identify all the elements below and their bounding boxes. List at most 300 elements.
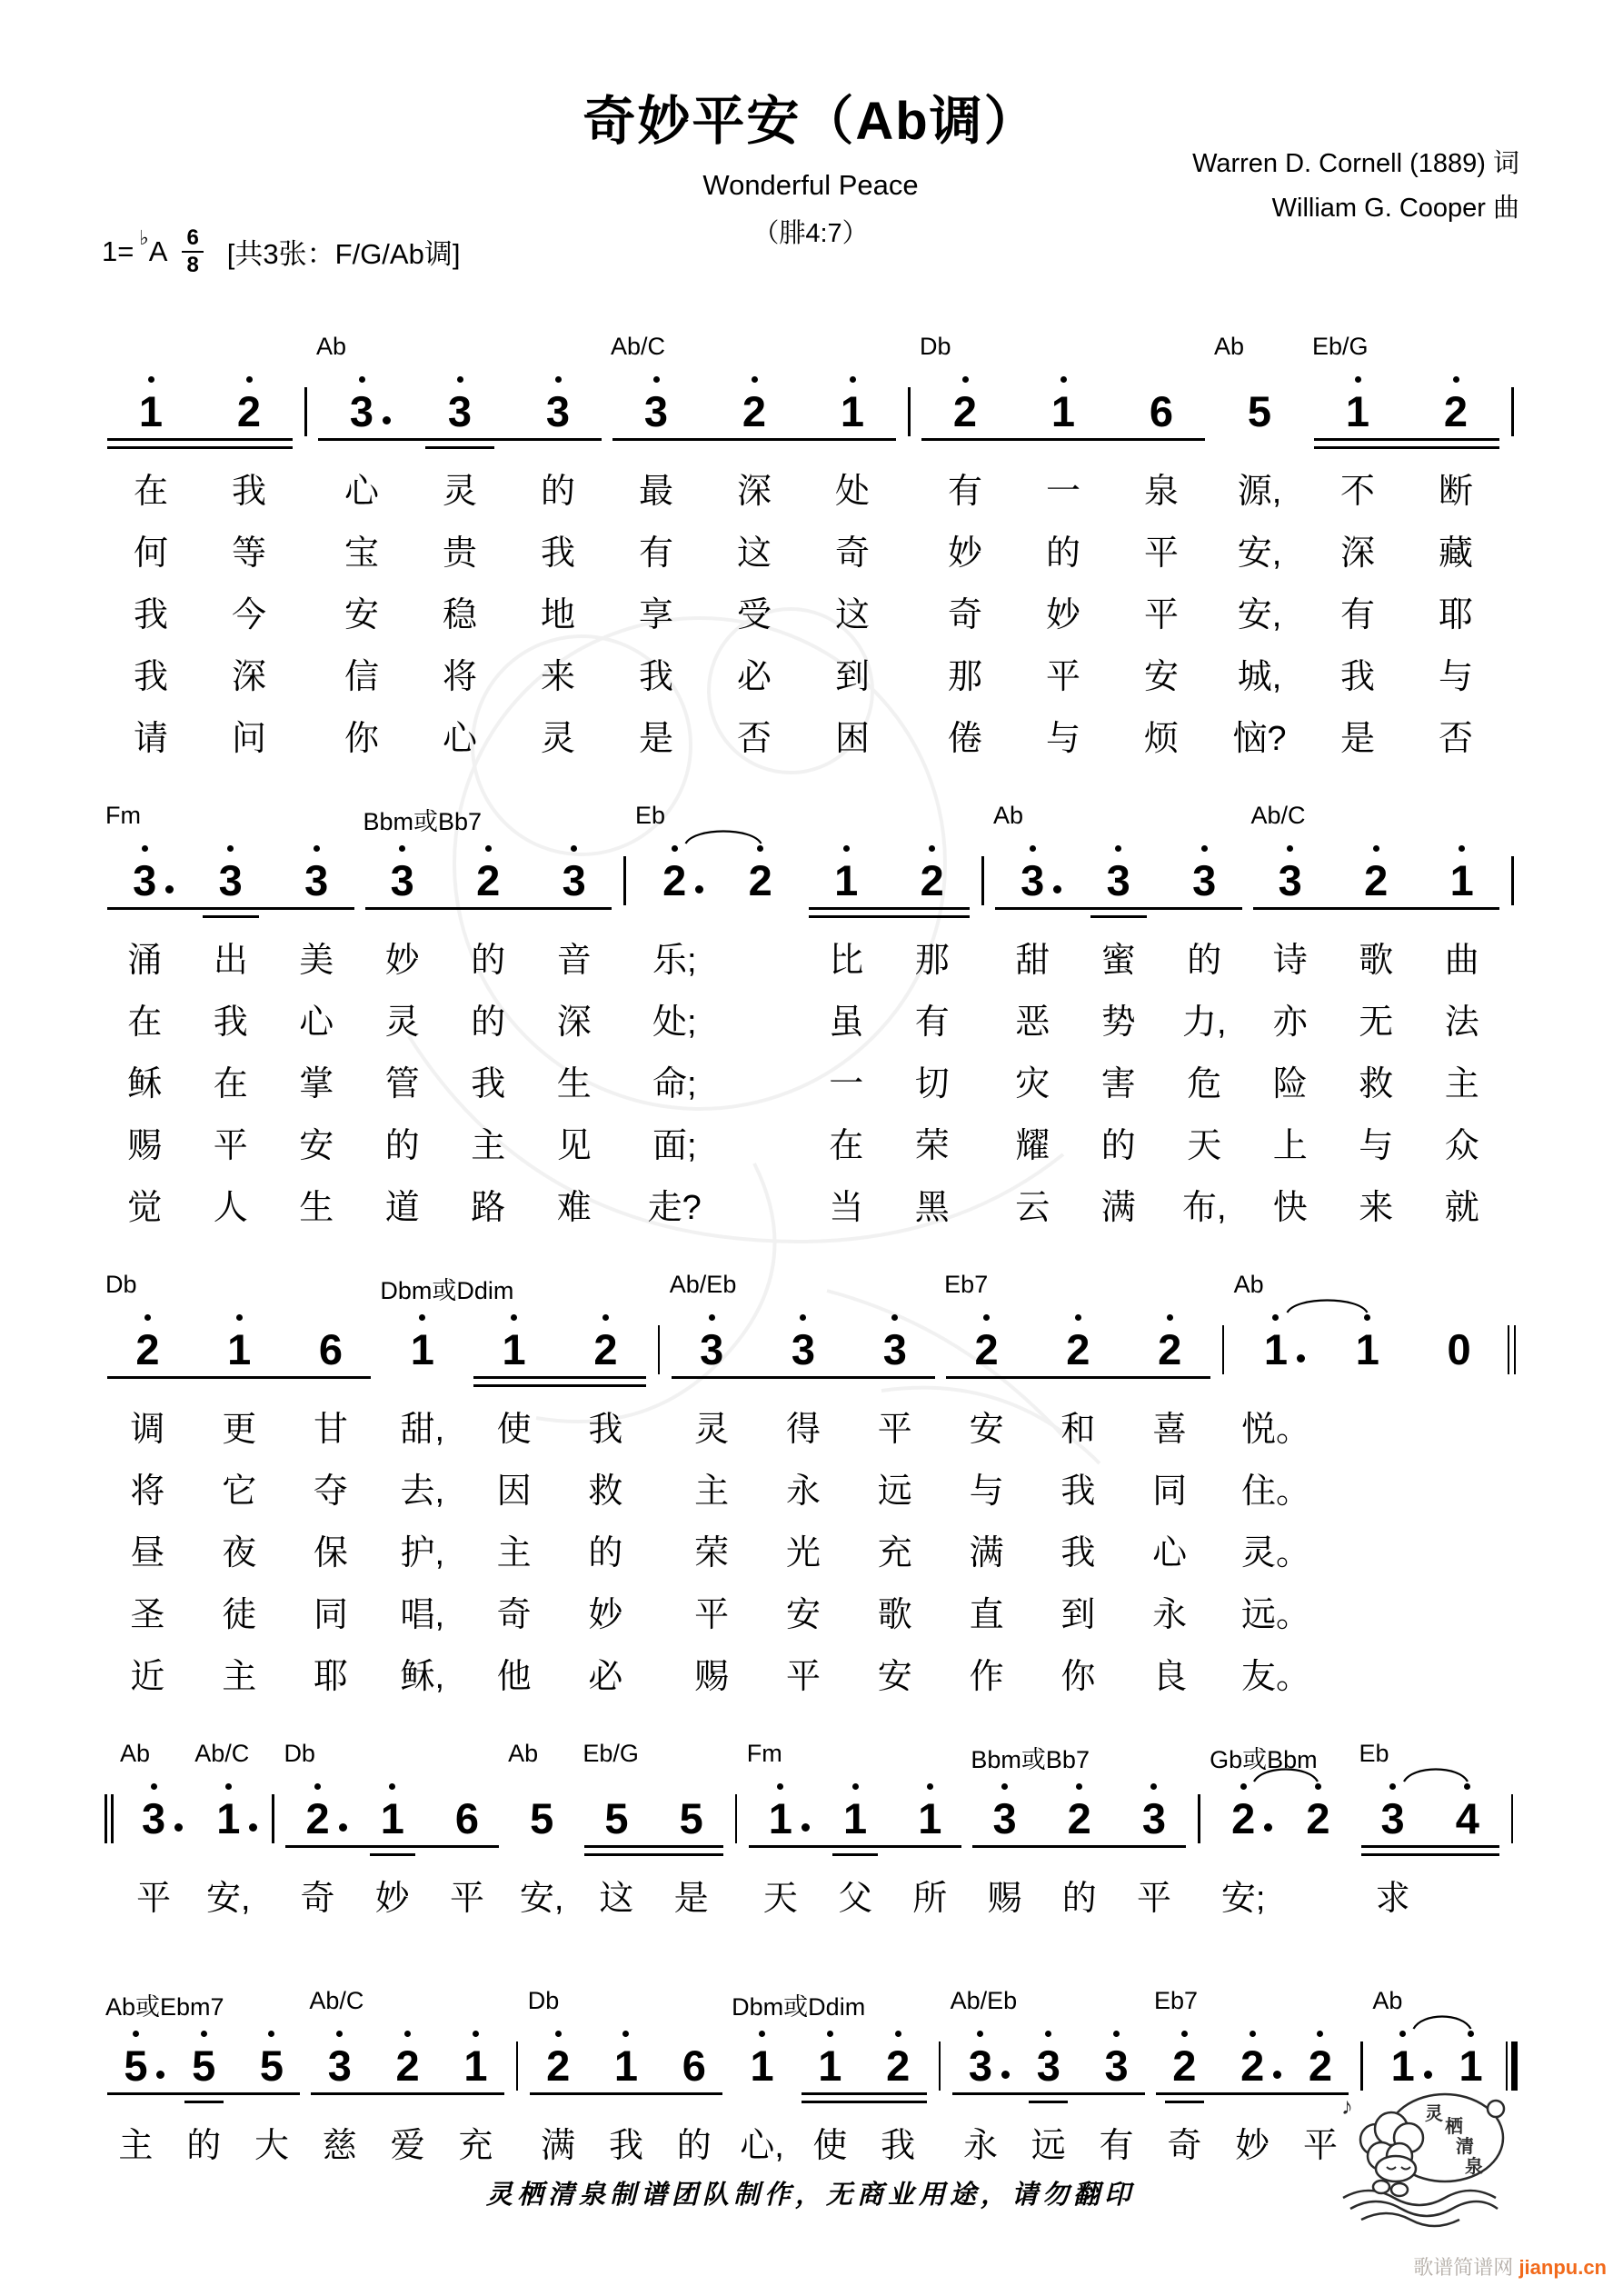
note-digit: 3	[142, 1799, 165, 1838]
lyric-syllable	[1321, 1518, 1413, 1580]
augmentation-dot	[1273, 2071, 1281, 2079]
note	[430, 1776, 504, 1863]
beam-underline	[1429, 1853, 1499, 1856]
lyric-syllable: 是	[1339, 719, 1375, 758]
scripture-reference: （腓4:7）	[752, 219, 869, 248]
lyric-syllable: 救	[1359, 1064, 1394, 1103]
lyric-syllable: 永	[785, 1472, 821, 1511]
lyric-syllable: 安	[877, 1657, 912, 1696]
lyric-syllable: 难	[556, 1188, 592, 1227]
lyric-syllable: 唱,	[400, 1595, 445, 1634]
octave-dot-space	[285, 1307, 377, 1322]
lyric-syllable: 安;	[1220, 1879, 1266, 1918]
octave-dot-space	[579, 1776, 653, 1791]
note-digit: 2	[748, 855, 772, 904]
chord-label: Ab/Eb	[950, 1987, 1018, 2014]
note-column	[102, 802, 188, 1234]
beam-underline	[373, 2092, 443, 2095]
chord-label: Db	[527, 1987, 560, 2014]
lyric-syllable: 来	[540, 657, 575, 696]
note	[579, 1776, 653, 1863]
lyric-syllable: 耶	[1438, 595, 1473, 634]
note-column	[1082, 2023, 1150, 2172]
lyric-syllable: 音	[556, 941, 592, 980]
lyric-syllable: 的	[676, 2126, 712, 2165]
lyric-syllable: 近	[130, 1657, 165, 1696]
lyric-syllable: 同	[313, 1595, 348, 1634]
note	[1161, 838, 1248, 925]
note	[560, 1307, 652, 1394]
lyric-syllable: 护,	[400, 1533, 445, 1572]
lyric-syllable: 力,	[1181, 1003, 1227, 1042]
note-column	[274, 838, 360, 1234]
barline-stroke	[658, 1325, 661, 1374]
lyric-syllable: 你	[1060, 1657, 1096, 1696]
chord-label: Dbm或Ddim	[732, 1993, 866, 2021]
octave-dot	[102, 2023, 170, 2038]
beam-underline	[1314, 438, 1408, 441]
augmentation-dot	[383, 416, 391, 424]
octave-dot	[1219, 2023, 1287, 2038]
barline-stroke	[1511, 856, 1514, 905]
chord-label: Eb7	[1153, 1987, 1198, 2014]
lyric-syllable: 保	[313, 1533, 348, 1572]
note-column	[803, 838, 890, 1234]
chord-label: Ab	[1214, 333, 1245, 360]
lyric-syllable: 的	[1061, 1879, 1097, 1918]
augmentation-dot	[249, 1823, 257, 1832]
lyric-syllable: 我	[638, 657, 673, 696]
note	[728, 2023, 796, 2111]
note-column	[892, 1776, 967, 1925]
note-column	[990, 802, 1076, 1234]
beam-underline	[473, 1384, 561, 1387]
lyric-syllable: 远	[1031, 2126, 1066, 2165]
octave-dot	[892, 1776, 967, 1791]
lyric-syllable: 满	[541, 2126, 576, 2165]
beam-underline	[1406, 446, 1499, 449]
chord-label: Eb7	[944, 1271, 989, 1298]
beam-underline	[1406, 438, 1499, 441]
lyric-syllable: 夜	[222, 1533, 257, 1572]
note-column	[660, 2023, 728, 2172]
lyric-syllable: 使	[812, 2126, 848, 2165]
note-column	[967, 1746, 1090, 1925]
note-column	[1230, 1271, 1322, 1703]
note-digit: 3	[133, 861, 156, 900]
lyric-syllable: 心	[299, 1003, 334, 1042]
beam-underline	[1165, 2101, 1204, 2103]
note-column	[1321, 1307, 1413, 1703]
beam-underline	[1332, 907, 1420, 910]
octave-dot	[1014, 369, 1112, 384]
barline	[298, 369, 313, 765]
beam-underline	[559, 1384, 646, 1387]
lyric-syllable: 奇	[947, 595, 982, 634]
lyric-syllable: 求	[1375, 1879, 1410, 1918]
beam-underline	[863, 2101, 927, 2103]
note	[916, 369, 1014, 456]
chord-label: Ab	[993, 802, 1024, 829]
note-digit: 5	[124, 2046, 147, 2085]
beam-underline	[704, 438, 804, 441]
note-digit: 3	[562, 855, 586, 904]
beam-underline	[444, 907, 533, 910]
note-digit: 2	[546, 2041, 571, 2090]
lyric-syllable: 歌	[877, 1595, 912, 1634]
octave-dot-space	[654, 1776, 729, 1791]
octave-dot	[632, 838, 718, 853]
note-digit: 2	[662, 861, 686, 900]
lyric-syllable: 安,	[1237, 595, 1282, 634]
lyric-syllable: 主	[694, 1472, 730, 1511]
lyric-syllable: 良	[1152, 1657, 1188, 1696]
lyric-syllable: 这	[599, 1879, 634, 1918]
note-digit: 6	[318, 1324, 344, 1373]
note-column	[468, 1307, 560, 1703]
lyric-syllable: 虽	[829, 1003, 864, 1042]
lyric-syllable: 妙	[384, 941, 420, 980]
octave-dot	[743, 1776, 818, 1791]
octave-dot	[313, 369, 411, 384]
note	[1413, 1307, 1505, 1394]
octave-dot	[170, 2023, 238, 2038]
lyric-syllable: 源,	[1237, 472, 1282, 511]
lyric-syllable: 荣	[694, 1533, 730, 1572]
chord-label: Eb/G	[1312, 333, 1369, 360]
lyric-syllable: 与	[969, 1472, 1004, 1511]
lyric-syllable: 困	[834, 719, 870, 758]
note	[360, 838, 446, 925]
flat-icon: ♭	[139, 225, 149, 249]
lyric-syllable: 上	[1272, 1126, 1308, 1165]
beam-underline	[802, 438, 896, 441]
site-url: jianpu.cn	[1518, 2256, 1607, 2279]
note-column	[200, 369, 298, 765]
lyric-syllable: 云	[1015, 1188, 1050, 1227]
lyric-syllable: 法	[1444, 1003, 1479, 1042]
note	[967, 1776, 1041, 1863]
note-digit: 3	[447, 386, 473, 435]
note-column	[1161, 838, 1248, 1234]
note-digit: 2	[476, 855, 501, 904]
barline-stroke	[1508, 1325, 1510, 1374]
lyric-syllable: 主	[496, 1533, 532, 1572]
lyric-syllable: 地	[540, 595, 575, 634]
beam-underline	[921, 438, 1015, 441]
chord-label: Ab	[316, 333, 347, 360]
octave-dot	[864, 2023, 932, 2038]
note-digit: 3	[1106, 855, 1130, 904]
system-columns	[102, 1740, 1519, 1925]
beam-underline	[284, 1376, 372, 1379]
note	[1112, 369, 1210, 456]
note-column	[430, 1776, 504, 1925]
lyric-syllable: 的	[1187, 941, 1222, 980]
note-column	[116, 1740, 191, 1925]
lyric-syllable: 藏	[1438, 534, 1473, 573]
key-letter: A	[148, 235, 168, 267]
lyric-syllable	[1321, 1394, 1413, 1456]
lyric-syllable: 他	[496, 1657, 532, 1696]
octave-dot	[1150, 2023, 1219, 2038]
system-columns	[102, 802, 1519, 1234]
note-digit: 5	[192, 2041, 216, 2090]
lyric-syllable: 是	[673, 1879, 709, 1918]
note-column	[728, 1993, 866, 2172]
note-digit: 3	[882, 1324, 907, 1373]
note-column	[743, 1740, 818, 1925]
octave-dot	[1082, 2023, 1150, 2038]
chord-label: Eb/G	[582, 1740, 639, 1767]
note-column	[1333, 838, 1419, 1234]
lyric-syllable: 一	[829, 1064, 864, 1103]
lyric-syllable: 将	[442, 657, 477, 696]
beam-underline	[1160, 907, 1242, 910]
beam-underline	[1041, 1845, 1118, 1848]
note-column	[1356, 1740, 1430, 1925]
lyric-syllable: 奇	[834, 534, 870, 573]
key-variants-note: [共3张：F/G/Ab调]	[226, 238, 461, 271]
octave-dot	[411, 369, 509, 384]
note-digit: 2	[1067, 1793, 1091, 1842]
lyric-syllable: 当	[829, 1188, 864, 1227]
lyric-syllable: 心	[344, 472, 379, 511]
lyric-syllable: 路	[471, 1188, 506, 1227]
note	[200, 369, 298, 456]
barline	[652, 1307, 666, 1703]
lyric-syllable: 有	[1339, 595, 1375, 634]
lyric-syllable: 奇	[496, 1595, 532, 1634]
note-digit: 1	[834, 855, 859, 904]
note-column	[313, 333, 411, 765]
note-digit: 1	[380, 1793, 404, 1842]
lyric-syllable: 我	[1060, 1533, 1096, 1572]
note-column	[280, 1740, 354, 1925]
note-column	[102, 369, 200, 765]
note-digit: 3	[218, 855, 243, 904]
lyric-syllable: 心	[1152, 1533, 1188, 1572]
note	[666, 1307, 758, 1394]
lyric-syllable: 在	[829, 1126, 864, 1165]
lyric-syllable: 永	[1152, 1595, 1188, 1634]
note-digit: 2	[395, 2041, 420, 2090]
beam-underline	[193, 1376, 286, 1379]
note	[116, 1776, 191, 1863]
system-columns	[102, 1271, 1519, 1703]
lyric-syllable: 那	[947, 657, 982, 696]
beam-underline	[1156, 2092, 1220, 2095]
credits	[1192, 142, 1519, 232]
octave-dot	[1206, 1776, 1280, 1791]
lyric-syllable: 徒	[222, 1595, 257, 1634]
note	[191, 1776, 265, 1863]
augmentation-dot	[1297, 1354, 1305, 1363]
note	[892, 1776, 967, 1863]
note-digit: 1	[750, 2041, 774, 2090]
note-digit: 2	[920, 855, 944, 904]
lyric-syllable: 蜜	[1100, 941, 1136, 980]
lyric-syllable: 命;	[652, 1064, 697, 1103]
note-column	[1430, 1776, 1505, 1925]
note	[504, 1776, 579, 1863]
lyric-syllable: 稳	[442, 595, 477, 634]
barline-stroke	[111, 1794, 114, 1843]
barline	[1505, 838, 1519, 1234]
note	[285, 1307, 377, 1394]
barline	[1216, 1307, 1230, 1703]
lyric-syllable: 在	[213, 1064, 248, 1103]
beam-underline	[1123, 1376, 1210, 1379]
note-column	[579, 1740, 653, 1925]
production-notice: 灵栖清泉制谱团队制作，无商业用途，请勿翻印	[485, 2179, 1135, 2210]
note-digit: 3	[700, 1324, 724, 1373]
note	[274, 838, 360, 925]
octave-dot	[1042, 1776, 1117, 1791]
barline	[510, 2023, 524, 2172]
beam-underline	[659, 2092, 722, 2095]
lyric-syllable: 来	[1359, 1188, 1394, 1227]
note-digit: 2	[886, 2041, 911, 2090]
chord-label: Ab	[1372, 1987, 1403, 2014]
beam-underline	[1031, 1376, 1125, 1379]
lyric-syllable: 最	[638, 472, 673, 511]
lyric-syllable: 深	[556, 1003, 592, 1042]
note-digit: 6	[682, 2041, 706, 2090]
octave-dot	[947, 2023, 1015, 2038]
beam-underline	[1419, 907, 1500, 910]
barline	[1505, 369, 1519, 765]
note	[1117, 1776, 1191, 1863]
octave-dot	[102, 369, 200, 384]
octave-dot	[1032, 1307, 1124, 1322]
music-system	[102, 1982, 1519, 2172]
note	[445, 838, 532, 925]
beam-underline	[749, 1845, 819, 1848]
lyric-syllable: 众	[1444, 1126, 1479, 1165]
barline-stroke	[304, 387, 307, 436]
note	[1309, 369, 1407, 456]
beam-underline	[1361, 1845, 1431, 1848]
sheet-content	[102, 0, 1519, 2203]
barline-stroke	[735, 1794, 738, 1843]
octave-dot	[188, 838, 274, 853]
lyric-syllable: 必	[736, 657, 772, 696]
octave-dot	[890, 838, 976, 853]
lyric-syllable: 悦。	[1240, 1410, 1310, 1449]
lyric-syllable: 和	[1060, 1410, 1096, 1449]
octave-dot	[532, 838, 618, 853]
lyric-syllable: 平	[1302, 2126, 1338, 2165]
octave-dot	[705, 369, 803, 384]
note	[803, 838, 890, 925]
octave-dot	[1430, 1776, 1505, 1791]
octave-dot	[1014, 2023, 1082, 2038]
note	[1150, 2023, 1219, 2111]
lyric-syllable: 这	[736, 534, 772, 573]
note	[941, 1307, 1032, 1394]
lyric-syllable: 平	[785, 1657, 821, 1696]
note	[238, 2023, 306, 2111]
note-column	[376, 1277, 514, 1703]
lyric-syllable: 灵	[540, 719, 575, 758]
lyric-syllable: 险	[1272, 1064, 1308, 1103]
note	[280, 1776, 354, 1863]
octave-dot-space	[430, 1776, 504, 1791]
octave-dot	[1076, 838, 1162, 853]
barline	[901, 369, 916, 765]
octave-dot	[916, 369, 1014, 384]
lyric-syllable: 平	[1045, 657, 1080, 696]
chord-label: Bbm或Bb7	[363, 808, 483, 835]
lyric-syllable: 掌	[299, 1064, 334, 1103]
note-column	[849, 1307, 941, 1703]
octave-dot	[796, 2023, 864, 2038]
lyric-syllable: 父	[838, 1879, 873, 1918]
beam-underline	[802, 2101, 865, 2103]
note-column	[1042, 1776, 1117, 1925]
lyric-syllable: 处;	[652, 1003, 697, 1042]
note-column	[1112, 369, 1210, 765]
svg-text:泉: 泉	[1465, 2157, 1483, 2177]
note-column	[1117, 1776, 1191, 1925]
beam-underline	[441, 2092, 504, 2095]
beam-underline	[273, 907, 354, 910]
lyric-syllable: 信	[344, 657, 379, 696]
lyric-syllable: 它	[222, 1472, 257, 1511]
note	[1082, 2023, 1150, 2111]
lyric-syllable: 妙	[374, 1879, 410, 1918]
note-column	[1248, 802, 1334, 1234]
note-column	[818, 1776, 892, 1925]
octave-dot	[666, 1307, 758, 1322]
octave-dot	[803, 369, 901, 384]
note	[592, 2023, 661, 2111]
site-watermark	[1413, 2252, 1607, 2281]
lyric-syllable: 灾	[1015, 1064, 1050, 1103]
lyric-syllable: 在	[127, 1003, 163, 1042]
barline-stroke	[981, 856, 984, 905]
note-digit: 1	[818, 2041, 842, 2090]
lyric-syllable: 妙	[588, 1595, 623, 1634]
note-digit: 2	[1240, 2046, 1264, 2085]
beam-underline	[1081, 2092, 1145, 2095]
octave-dot-space	[1210, 369, 1309, 384]
lyric-syllable: 生	[556, 1064, 592, 1103]
octave-dot	[1248, 838, 1334, 853]
lyric-syllable: 甜	[1015, 941, 1050, 980]
note	[188, 838, 274, 925]
beam-underline	[809, 907, 891, 910]
octave-dot	[990, 838, 1076, 853]
beam-underline	[584, 1845, 654, 1848]
lyric-syllable: 歌	[1359, 941, 1394, 980]
octave-dot	[967, 1776, 1041, 1791]
lyric-syllable: 甘	[313, 1410, 348, 1449]
lyric-syllable: 断	[1438, 472, 1473, 511]
note-column	[1280, 1776, 1355, 1925]
octave-dot	[360, 838, 446, 853]
beam-underline	[199, 446, 293, 449]
note	[864, 2023, 932, 2111]
beam-underline	[199, 438, 293, 441]
octave-dot	[373, 2023, 442, 2038]
lyricist-credit: Warren D. Cornell (1889) 词	[1192, 149, 1519, 178]
note-digit: 3	[1104, 2041, 1129, 2090]
note-column	[504, 1740, 579, 1925]
beam-underline	[653, 1845, 723, 1848]
augmentation-dot	[174, 1823, 183, 1832]
